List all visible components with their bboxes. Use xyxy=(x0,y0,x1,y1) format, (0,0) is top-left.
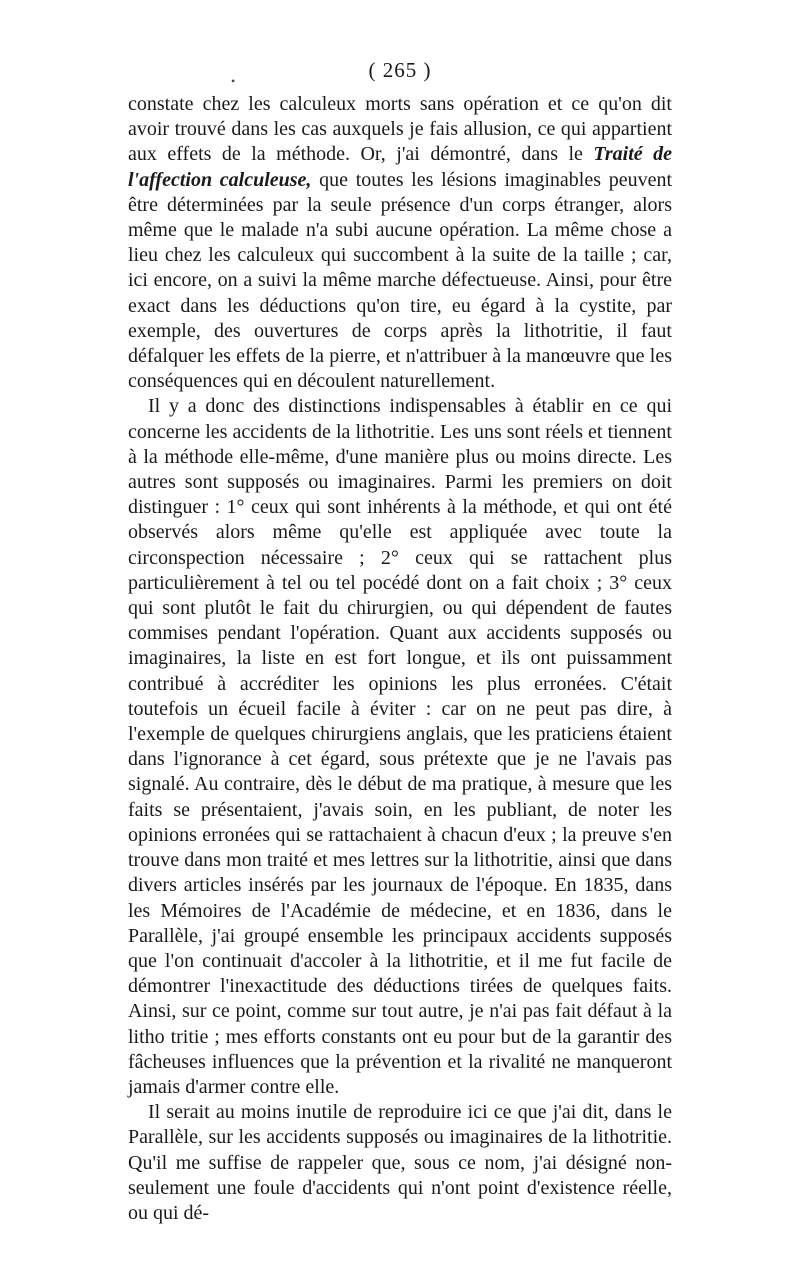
body-text xyxy=(128,92,672,1226)
paragraph-3: Il serait au moins inutile de reproduire ici ce que j'ai dit, dans le Parallèle, sur les accidents supposés ou imaginaires de la lithotritie. Qu'il me suffise de rappeler que, sous ce nom, j'ai désigné non-seulement une foule d'accidents qui n'ont point d'existence réelle, ou qui dé- xyxy=(128,1101,672,1224)
paragraph-1 xyxy=(128,92,672,394)
paragraph-2: Il y a donc des distinctions indispensables à établir en ce qui concerne les accidents de la lithotritie. Les uns sont réels et tiennent à la méthode elle-même, d'une manière plus ou moins directe. Les autres sont supposés ou imaginaires. Parmi les premiers on doit distinguer : 1° ceux qui sont inhérents à la méthode, et qui ont été observés alors même qu'elle est appliquée avec toute la circonspection nécessaire ; 2° ceux qui se rattachent plus particulièrement à tel ou tel pocédé dont on a fait choix ; 3° ceux qui sont plutôt le fait du chirurgien, ou qui dépendent de fautes commises pendant l'opération. Quant aux accidents supposés ou imaginaires, la liste en est fort longue, et ils ont puissamment contribué à accréditer les opinions les plus erronées. C'était toutefois un écueil facile à éviter : car on ne peut pas dire, à l'exemple de quelques chirurgiens anglais, que les praticiens étaient dans l'ignorance à cet égard, sous prétexte que je ne l'avais pas signalé. Au contraire, dès le début de ma pratique, à mesure que les faits se présentaient, j'avais soin, en les publiant, de noter les opinions erronées qui se rattachaient à chacun d'eux ; la preuve s'en trouve dans mon traité et mes lettres sur la lithotritie, ainsi que dans divers articles insérés par les journaux de l'époque. En 1835, dans les Mémoires de l'Académie de médecine, et en 1836, dans le Parallèle, j'ai groupé ensemble les principaux accidents supposés que l'on continuait d'accoler à la lithotritie, et il me fut facile de démontrer l'inexactitude des déductions tirées de quelques faits. Ainsi, sur ce point, comme sur tout autre, je n'ai pas fait défaut à la litho tritie ; mes efforts constants ont eu pour but de la garantir des fâcheuses influences que la prévention et la rivalité ne manqueront jamais d'armer contre elle. xyxy=(128,395,672,1098)
paragraph-1-start: constate chez les calculeux morts sans opération et ce qu'on dit avoir trouvé dans les cas auxquels je fais allusion, ce qui appartient aux effets de la méthode. Or, j'ai démontré, dans le xyxy=(128,93,672,166)
page-number: ( 265 ) xyxy=(368,58,432,82)
page-mark: • xyxy=(231,74,236,88)
book-title-italic: Traité de l'affection calculeuse, xyxy=(128,143,673,191)
paragraph-1-end: que toutes les lésions imaginables peuvent être déterminées par la seule présence d'un corps étranger, alors même que le malade n'a subi aucune opération. La même chose a lieu chez les calculeux qui succombent à la suite de la taille ; car, ici encore, on a suivi la même marche défectueuse. Ainsi, pour être exact dans les déductions qu'on tire, eu égard à la cystite, par exemple, des ouvertures de corps après la lithotritie, il faut défalquer les effets de la pierre, et n'attribuer à la manœuvre que les conséquences qui en découlent naturellement. xyxy=(128,168,673,393)
